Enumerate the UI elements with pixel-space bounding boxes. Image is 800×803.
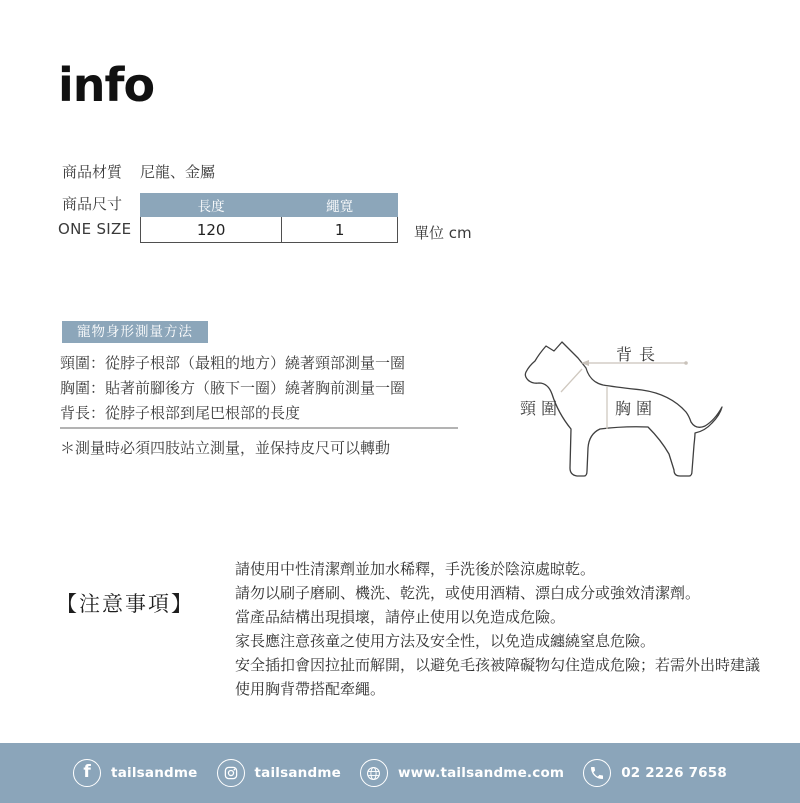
material-label: 商品材質 (62, 163, 123, 181)
size-table-cell-length: 120 (141, 217, 282, 243)
size-label: 商品尺寸 (62, 195, 123, 213)
phone-number: 02 2226 7658 (621, 765, 727, 781)
measure-note: ＊測量時必須四肢站立測量，並保持皮尺可以轉動 (60, 439, 391, 457)
globe-icon (360, 759, 388, 787)
measure-instructions (60, 351, 405, 426)
neck-measure-line (561, 369, 582, 392)
footer-contact-bar (0, 743, 800, 803)
diagram-label-neck-girth: 頸圍 (520, 399, 563, 418)
footer-facebook-link[interactable] (73, 759, 197, 787)
measure-method-badge: 寵物身形測量方法 (62, 321, 208, 343)
notice-line: 安全插扣會因拉扯而解開，以避免毛孩被障礙物勾住造成危險；若需外出時建議 (235, 656, 761, 674)
page-title: info (58, 58, 155, 112)
measure-line-neck: 頸圍：從脖子根部（最粗的地方）繞著頸部測量一圈 (60, 354, 406, 372)
back-length-endpoint (684, 361, 688, 365)
notice-list (235, 557, 760, 701)
size-row-label: ONE SIZE (58, 220, 132, 238)
notice-line: 請勿以刷子磨刷、機洗、乾洗，或使用酒精、漂白成分或強效清潔劑。 (235, 584, 701, 602)
back-length-arrowhead (581, 360, 589, 366)
website-url: www.tailsandme.com (397, 765, 565, 781)
notice-line: 請使用中性清潔劑並加水稀釋，手洗後於陰涼處晾乾。 (235, 560, 596, 578)
size-table (140, 193, 398, 243)
measure-line-chest: 胸圍：貼著前腳後方（腋下一圈）繞著胸前測量一圈 (60, 379, 406, 397)
facebook-icon: f (73, 759, 101, 787)
size-table-header-width: 繩寬 (282, 194, 398, 217)
notice-line: 使用胸背帶搭配牽繩。 (235, 680, 386, 698)
size-table-row (141, 217, 398, 243)
footer-website-link[interactable] (360, 759, 564, 787)
unit-label: 單位 cm (414, 224, 472, 242)
phone-icon (583, 759, 611, 787)
footer-instagram-link[interactable] (217, 759, 341, 787)
divider (60, 427, 458, 429)
diagram-label-chest-girth: 胸圍 (615, 399, 658, 418)
diagram-label-back-length: 背長 (616, 345, 663, 364)
notice-line: 當產品結構出現損壞，請停止使用以免造成危險。 (235, 608, 566, 626)
footer-phone-link[interactable] (583, 759, 727, 787)
notice-line: 家長應注意孩童之使用方法及安全性，以免造成纏繞窒息危險。 (235, 632, 656, 650)
material-value: 尼龍、金屬 (140, 163, 216, 181)
instagram-handle: tailsandme (254, 765, 341, 781)
notice-section-title: 【注意事項】 (56, 592, 194, 616)
facebook-handle: tailsandme (111, 765, 198, 781)
measure-line-back: 背長：從脖子根部到尾巴根部的長度 (60, 404, 301, 422)
size-table-cell-width: 1 (282, 217, 398, 243)
size-table-header-length: 長度 (141, 194, 282, 217)
size-table-header-row (141, 194, 398, 217)
instagram-icon (217, 759, 245, 787)
